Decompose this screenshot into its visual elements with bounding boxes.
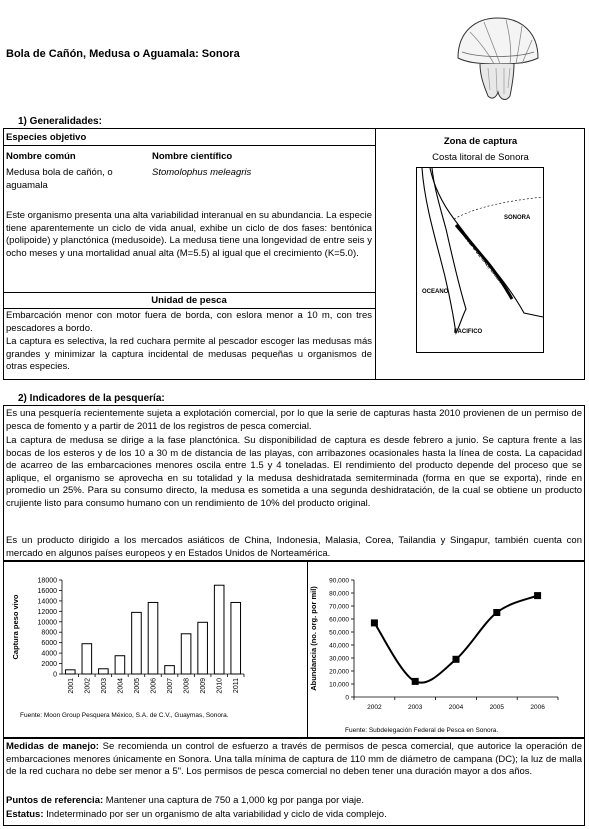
chart2-point — [412, 678, 419, 685]
unidad-text-1: Embarcación menor con motor fuera de borda, con eslora menor a 10 m, con tres pescadores a bordo. — [6, 310, 372, 334]
chart2-ytick-label: 60,000 — [329, 616, 349, 624]
chart1-xtick-label: 2010 — [216, 678, 224, 694]
divider — [375, 128, 376, 380]
chart2-ytick-label: 40,000 — [329, 642, 349, 650]
chart1-bar — [82, 644, 92, 674]
chart1-ytick-label: 18000 — [37, 577, 57, 585]
estatus-label: Estatus: — [6, 809, 44, 820]
common-name: Medusa bola de cañón, o aguamala — [6, 167, 113, 191]
species-description: Este organismo presenta una alta variabilidad interanual en su abundancia. La especie tiene aparentemente un ciclo de vida anual, exhibe un ciclo de dos fases: bentónica (polipoide) y planctónica (medusoide). La medusa tiene una longevidad de entre seis y ocho meses y una mortalidad anual alta (M=5.5) al igual que el crecimiento (K=5.0). — [6, 210, 372, 259]
chart1-ytick-label: 16000 — [37, 587, 57, 595]
chart2-ytick-label: 30,000 — [329, 655, 349, 663]
chart1-bar — [231, 602, 241, 674]
chart1-bar — [198, 622, 208, 674]
chart2-ytick-label: 50,000 — [329, 629, 349, 637]
chart2-ytick-label: 80,000 — [329, 590, 349, 598]
divider — [3, 308, 375, 309]
chart1-ytick-label: 12000 — [37, 608, 57, 616]
especies-header: Especies objetivo — [6, 132, 87, 143]
indicadores-p2: La captura de medusa se dirige a la fase planctónica. Su disponibilidad de captura es desde febrero a junio. Se captura frente a las bocas de los esteros y de los 10 a 30 m de distancia de las playas, con arribazones ocasionales hasta la línea de costa. La capacidad de acarreo de las embarcaciones menores oscila entre 1.5 y 4 toneladas. El rendimiento del producto depende del proceso que se aplique, el organismo se aprovecha en su totalidad y la medusa deshidratada semiterminada (forma en que se exporta), rinde en promedio un 25%. Para su consumo directo, la medusa es sometida a una segunda deshidratación, de la cual se obtiene un producto crujiente listo para consumo humano con un rendimiento de 10% del producto original. — [6, 435, 582, 509]
chart1-bar — [65, 670, 75, 674]
jellyfish-illustration — [450, 12, 546, 108]
estatus-paragraph — [6, 809, 582, 822]
col-common-name: Nombre común — [6, 151, 76, 162]
chart2-point — [534, 592, 541, 599]
zona-header: Zona de captura — [443, 136, 518, 147]
section-2-heading: 2) Indicadores de la pesquería: — [18, 393, 165, 404]
map-label-oceano: OCEANO — [422, 289, 449, 295]
scientific-name: Stomolophus meleagris — [152, 167, 252, 178]
chart2-ytick-label: 10,000 — [329, 681, 349, 689]
chart1-bar — [214, 585, 224, 674]
chart2-ytick-label: 70,000 — [329, 603, 349, 611]
divider — [3, 292, 375, 293]
unidad-text-2: La captura es selectiva, la red cuchara permite al pescador escoger las medusas más grandes y minimizar la captura incidental de medusas pequeñas u organismos de otras especies. — [6, 336, 372, 372]
chart2-xtick-label: 2004 — [448, 704, 464, 711]
chart2-point — [493, 609, 500, 616]
chart1-ytick-label: 4000 — [41, 650, 57, 658]
chart2-series-line — [374, 596, 537, 683]
unidad-header: Unidad de pesca — [151, 295, 227, 306]
page-title: Bola de Cañón, Medusa o Aguamala: Sonora — [6, 48, 240, 60]
chart1-bar — [115, 656, 125, 674]
chart1-source: Fuente: Moon Group Pesquera México, S.A. de C.V., Guaymas, Sonora. — [20, 712, 229, 719]
indicadores-p3: Es un producto dirigido a los mercados asiáticos de China, Indonesia, Malasia, Corea, Tailandia y Singapur, también cuenta con mercado en algunos países europeos y en Estados Unidos de Norteamérica. — [6, 535, 582, 559]
chart2-xtick-label: 2005 — [489, 704, 505, 711]
chart1-ylabel: Captura peso vivo — [11, 594, 20, 660]
chart1-ytick-label: 14000 — [37, 598, 57, 606]
catch-bar-chart — [4, 566, 304, 736]
map-label-pacifico: PACIFICO — [454, 329, 483, 335]
divider — [3, 145, 375, 146]
chart2-xtick-label: 2002 — [367, 704, 382, 711]
chart1-xtick-label: 2003 — [100, 678, 108, 694]
chart2-ytick-label: 0 — [345, 694, 349, 702]
chart2-xtick-label: 2006 — [530, 704, 545, 711]
chart1-xtick-label: 2001 — [67, 678, 75, 694]
abundance-line-chart — [308, 566, 584, 736]
chart1-xtick-label: 2011 — [233, 678, 241, 694]
medidas-paragraph — [6, 741, 582, 779]
chart1-xtick-label: 2004 — [117, 678, 125, 694]
chart2-point — [453, 656, 460, 663]
chart1-ytick-label: 6000 — [41, 640, 57, 648]
chart1-xtick-label: 2009 — [200, 678, 208, 694]
chart1-bar — [132, 612, 142, 674]
chart1-ytick-label: 8000 — [41, 629, 57, 637]
chart1-xtick-label: 2006 — [150, 678, 158, 694]
chart2-source: Fuente: Subdelegación Federal de Pesca en Sonora. — [345, 727, 499, 734]
capture-zone-map — [416, 167, 544, 353]
chart1-bar — [181, 634, 191, 674]
col-scientific-name: Nombre científico — [152, 151, 233, 162]
puntos-label: Puntos de referencia: — [6, 795, 104, 806]
puntos-paragraph — [6, 795, 582, 808]
puntos-text: Mantener una captura de 750 a 1,000 kg por panga por viaje. — [103, 795, 365, 806]
section-1-heading: 1) Generalidades: — [18, 116, 102, 127]
estatus-text: Indeterminado por ser un organismo de alta variabilidad y ciclo de vida complejo. — [43, 809, 387, 820]
chart1-xtick-label: 2005 — [133, 678, 141, 694]
chart1-ytick-label: 2000 — [41, 661, 57, 669]
chart2-ylabel: Abundancia (no. org. por mil) — [309, 586, 318, 691]
chart1-ytick-label: 10000 — [37, 619, 57, 627]
chart1-ytick-label: 0 — [53, 671, 57, 679]
zona-text: Costa litoral de Sonora — [432, 152, 529, 163]
chart1-bar — [148, 602, 158, 674]
chart1-xtick-label: 2008 — [183, 678, 191, 694]
medidas-text: Se recomienda un control de esfuerzo a través de permisos de pesca comercial, que autorice la operación de embarcaciones menores únicamente en Sonora. Una talla mínima de captura de 110 mm de diámetro de campana (DC); la luz de malla de la red cuchara no debe ser menor a 5". Los permisos de pesca comercial no deben tener una duración mayor a dos años. — [6, 741, 582, 777]
chart2-xtick-label: 2003 — [407, 704, 423, 711]
chart1-bar — [165, 666, 175, 674]
chart2-ytick-label: 20,000 — [329, 668, 349, 676]
chart1-xtick-label: 2007 — [167, 678, 175, 694]
indicadores-p1: Es una pesquería recientemente sujeta a explotación comercial, por lo que la serie de capturas hasta 2010 provienen de un permiso de pesca de fomento y a partir de 2011 de los registros de pesca comercial. — [6, 408, 582, 432]
chart1-bar — [99, 669, 109, 674]
chart2-ytick-label: 90,000 — [329, 577, 349, 585]
medidas-label: Medidas de manejo: — [6, 741, 99, 752]
chart1-xtick-label: 2002 — [84, 678, 92, 694]
map-label-gulf: GOLFO DE CALIFORNIA — [462, 234, 504, 285]
chart2-point — [371, 619, 378, 626]
map-label-sonora: SONORA — [504, 215, 531, 221]
